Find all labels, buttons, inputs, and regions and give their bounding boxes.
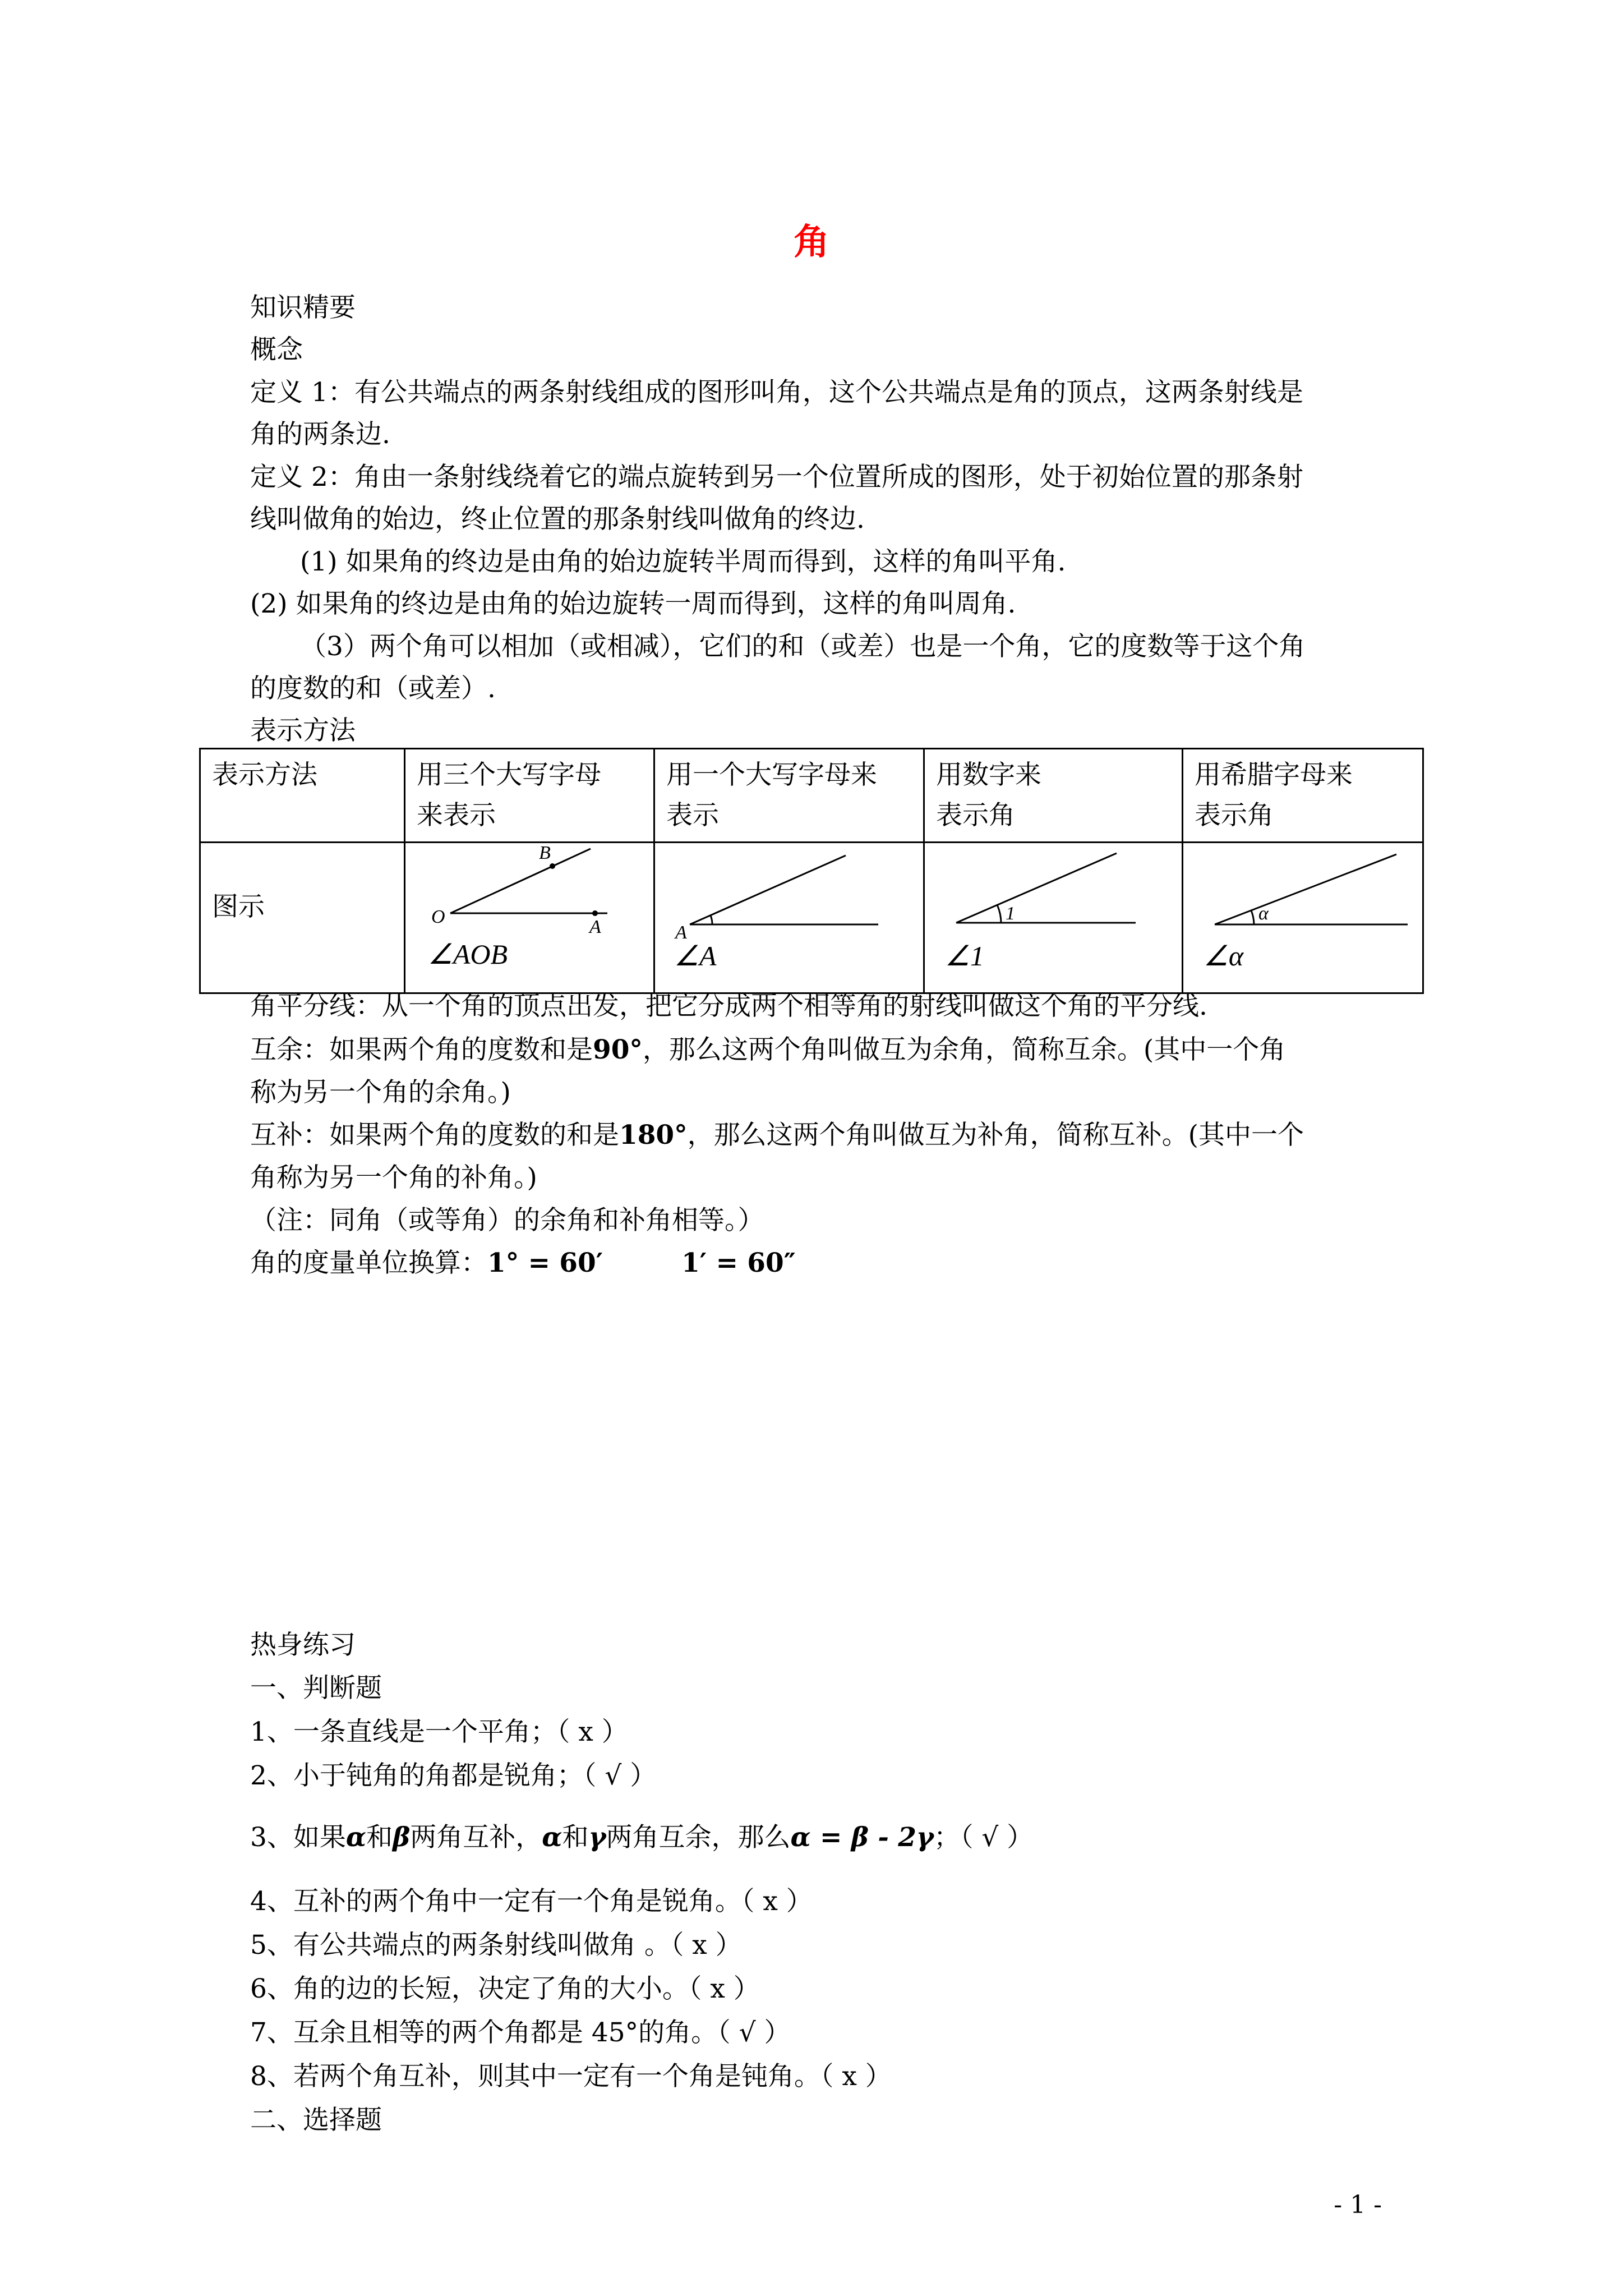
figure-cell-alpha <box>1183 843 1423 993</box>
header-cell-three-letters: 用三个大写字母 来表示 <box>405 749 654 843</box>
angle-alpha-diagram <box>1183 843 1422 981</box>
question-7: 7、互余且相等的两个角都是 45°的角。（ √ ） <box>250 2017 791 2048</box>
header-cell-one-letter: 用一个大写字母来 表示 <box>654 749 924 843</box>
supplementary-value: 180° <box>619 1120 688 1151</box>
note-3-line-2: 的度数的和（或差）. <box>250 673 496 704</box>
angle-mark-alpha: α <box>1258 903 1269 924</box>
same-angle-note: （注：同角（或等角）的余角和补角相等。） <box>250 1205 764 1236</box>
angle-a-label: ∠A <box>674 940 717 972</box>
question-1: 1、一条直线是一个平角；（ x ） <box>250 1717 628 1747</box>
figure-cell-1 <box>924 843 1183 993</box>
judge-heading: 一、判断题 <box>250 1673 382 1704</box>
representation-table <box>199 748 1424 994</box>
supplementary-line-1: 互补：如果两个角的度数的和是180°，那么这两个角叫做互为补角，简称互补。(其中一个 <box>250 1120 1304 1151</box>
angle-1-diagram <box>925 843 1182 981</box>
definition-1-line-1: 定义 1：有公共端点的两条射线组成的图形叫角，这个公共端点是角的顶点，这两条射线是 <box>250 377 1303 408</box>
note-2: (2) 如果角的终边是由角的始边旋转一周而得到，这样的角叫周角. <box>250 588 1016 619</box>
header-cell-greek: 用希腊字母来 表示角 <box>1183 749 1423 843</box>
angle-1-label: ∠1 <box>945 940 984 972</box>
question-3: 3、如果α和β两角互补，α和γ两角互余，那么α = β - 2γ；（ √ ） <box>250 1822 1034 1853</box>
representation-heading: 表示方法 <box>250 715 356 746</box>
warmup-heading: 热身练习 <box>250 1630 356 1660</box>
unit-equation-2: 1′ = 60″ <box>681 1248 796 1278</box>
angle-bisector-definition: 角平分线：从一个角的顶点出发，把它分成两个相等角的射线叫做这个角的平分线. <box>250 991 1207 1022</box>
complementary-line-1: 互余：如果两个角的度数和是90°，那么这两个角叫做互为余角，简称互余。(其中一个角 <box>250 1034 1286 1065</box>
angle-aob-label: ∠AOB <box>428 938 508 970</box>
point-o-label: O <box>431 907 445 927</box>
figure-cell-aob <box>405 843 654 993</box>
page-number: - 1 - <box>1334 2191 1382 2219</box>
complementary-value: 90° <box>593 1034 643 1065</box>
table-figure-row <box>200 843 1423 993</box>
section-knowledge: 知识精要 <box>250 292 356 323</box>
question-8: 8、若两个角互补，则其中一定有一个角是钝角。（ x ） <box>250 2061 892 2092</box>
point-b-label: B <box>539 843 551 863</box>
figure-cell-a <box>654 843 924 993</box>
complementary-line-2: 称为另一个角的余角。) <box>250 1077 511 1108</box>
question-5: 5、有公共端点的两条射线叫做角 。（ x ） <box>250 1930 742 1961</box>
figure-row-label: 图示 <box>200 843 405 993</box>
point-a-label: A <box>675 922 687 943</box>
angle-mark-1: 1 <box>1006 903 1015 924</box>
header-cell-number: 用数字来 表示角 <box>924 749 1183 843</box>
page-title: 角 <box>794 221 829 263</box>
unit-equation-1: 1° = 60′ <box>487 1248 603 1278</box>
note-1: (1) 如果角的终边是由角的始边旋转半周而得到，这样的角叫平角. <box>300 546 1066 577</box>
angle-alpha-label: ∠α <box>1204 940 1244 972</box>
angle-aob-diagram <box>405 843 653 981</box>
point-a-label: A <box>589 917 601 937</box>
concept-heading: 概念 <box>250 334 303 365</box>
note-3-line-1: （3）两个角可以相加（或相减），它们的和（或差）也是一个角，它的度数等于这个角 <box>300 631 1306 662</box>
table-header-row <box>200 749 1423 843</box>
header-cell-method: 表示方法 <box>200 749 405 843</box>
definition-1-line-2: 角的两条边. <box>250 419 390 450</box>
question-6: 6、角的边的长短，决定了角的大小。（ x ） <box>250 1973 760 2004</box>
unit-conversion: 角的度量单位换算：1° = 60′ 1′ = 60″ <box>250 1248 796 1278</box>
question-4: 4、互补的两个角中一定有一个角是锐角。（ x ） <box>250 1886 813 1917</box>
question-2: 2、小于钝角的角都是锐角；（ √ ） <box>250 1760 657 1791</box>
choice-heading: 二、选择题 <box>250 2105 382 2136</box>
angle-a-diagram <box>655 843 923 981</box>
definition-2-line-2: 线叫做角的始边，终止位置的那条射线叫做角的终边. <box>250 504 865 535</box>
definition-2-line-1: 定义 2：角由一条射线绕着它的端点旋转到另一个位置所成的图形，处于初始位置的那条射 <box>250 462 1303 493</box>
question-3-formula: α = β - 2γ <box>790 1822 934 1853</box>
supplementary-line-2: 角称为另一个角的补角。) <box>250 1162 537 1193</box>
